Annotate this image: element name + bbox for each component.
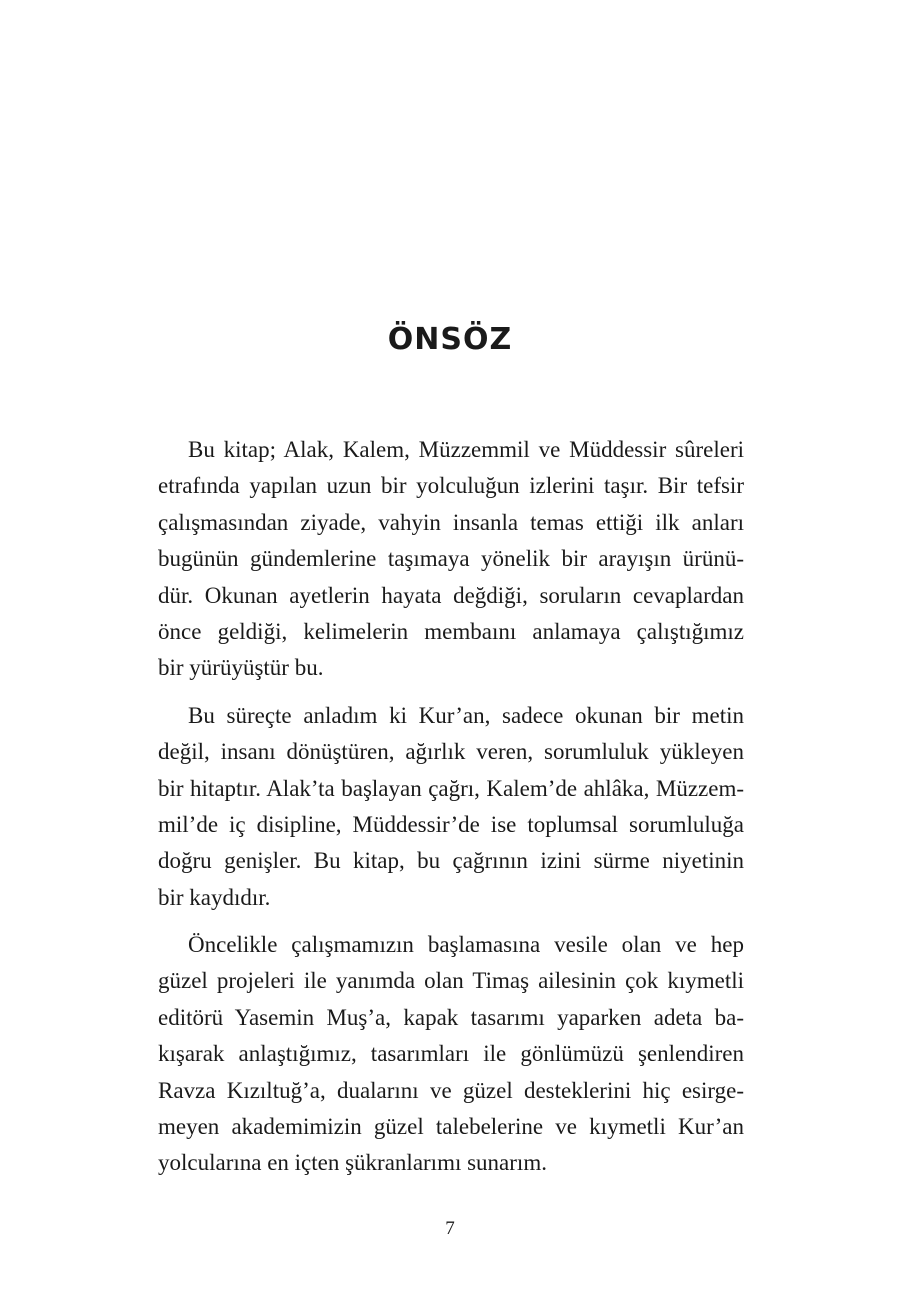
text-line: Bu kitap; Alak, Kalem, Müzzemmil ve Müddessir sûreleri: [188, 437, 744, 462]
text-line: bir hitaptır. Alak’ta başlayan çağrı, Kalem’de ahlâka, Müzzem-: [158, 775, 744, 801]
text-line: kışarak anlaştığımız, tasarımları ile gönlümüzü şenlendiren: [158, 1041, 744, 1067]
text-line: bir kaydıdır.: [158, 884, 271, 910]
text-line: etrafında yapılan uzun bir yolculuğun izlerini taşır. Bir tefsir: [158, 473, 744, 499]
text-line: Bu süreçte anladım ki Kur’an, sadece okunan bir metin: [188, 702, 744, 728]
text-line: çalışmasından ziyade, vahyin insanla temas ettiği ilk anları: [158, 509, 744, 535]
text-line: bugünün gündemlerine taşımaya yönelik bir arayışın ürünü-: [158, 546, 744, 572]
text-line: değil, insanı dönüştüren, ağırlık veren, sorumluluk yükleyen: [158, 739, 744, 765]
text-line: bir yürüyüştür bu.: [158, 655, 324, 681]
text-line: önce geldiği, kelimelerin membaını anlamaya çalıştığımız: [158, 618, 744, 644]
body-text: [158, 432, 744, 1193]
text-line: güzel projeleri ile yanımda olan Timaş ailesinin çok kıymetli: [158, 968, 744, 994]
text-line: mil’de iç disipline, Müddessir’de ise toplumsal sorumluluğa: [158, 811, 744, 837]
page-number: 7: [445, 1218, 455, 1239]
paragraph-1: [158, 432, 744, 687]
text-line: Ravza Kızıltuğ’a, dualarını ve güzel desteklerini hiç esirge-: [158, 1077, 744, 1103]
text-line: meyen akademimizin güzel talebelerine ve kıymetli Kur’an: [158, 1114, 744, 1140]
text-line: doğru genişler. Bu kitap, bu çağrının izini sürme niyetinin: [158, 848, 744, 874]
text-line: Öncelikle çalışmamızın başlamasına vesile olan ve hep: [188, 932, 744, 958]
text-line: editörü Yasemin Muş’a, kapak tasarımı yaparken adeta ba-: [158, 1004, 744, 1030]
text-line: yolcularına en içten şükranlarımı sunarım.: [158, 1150, 547, 1176]
text-line: dür. Okunan ayetlerin hayata değdiği, soruların cevaplardan: [158, 582, 744, 608]
paragraph-2: [158, 698, 744, 916]
paragraph-3: [158, 927, 744, 1182]
page-title: ÖNSÖZ: [387, 322, 513, 357]
